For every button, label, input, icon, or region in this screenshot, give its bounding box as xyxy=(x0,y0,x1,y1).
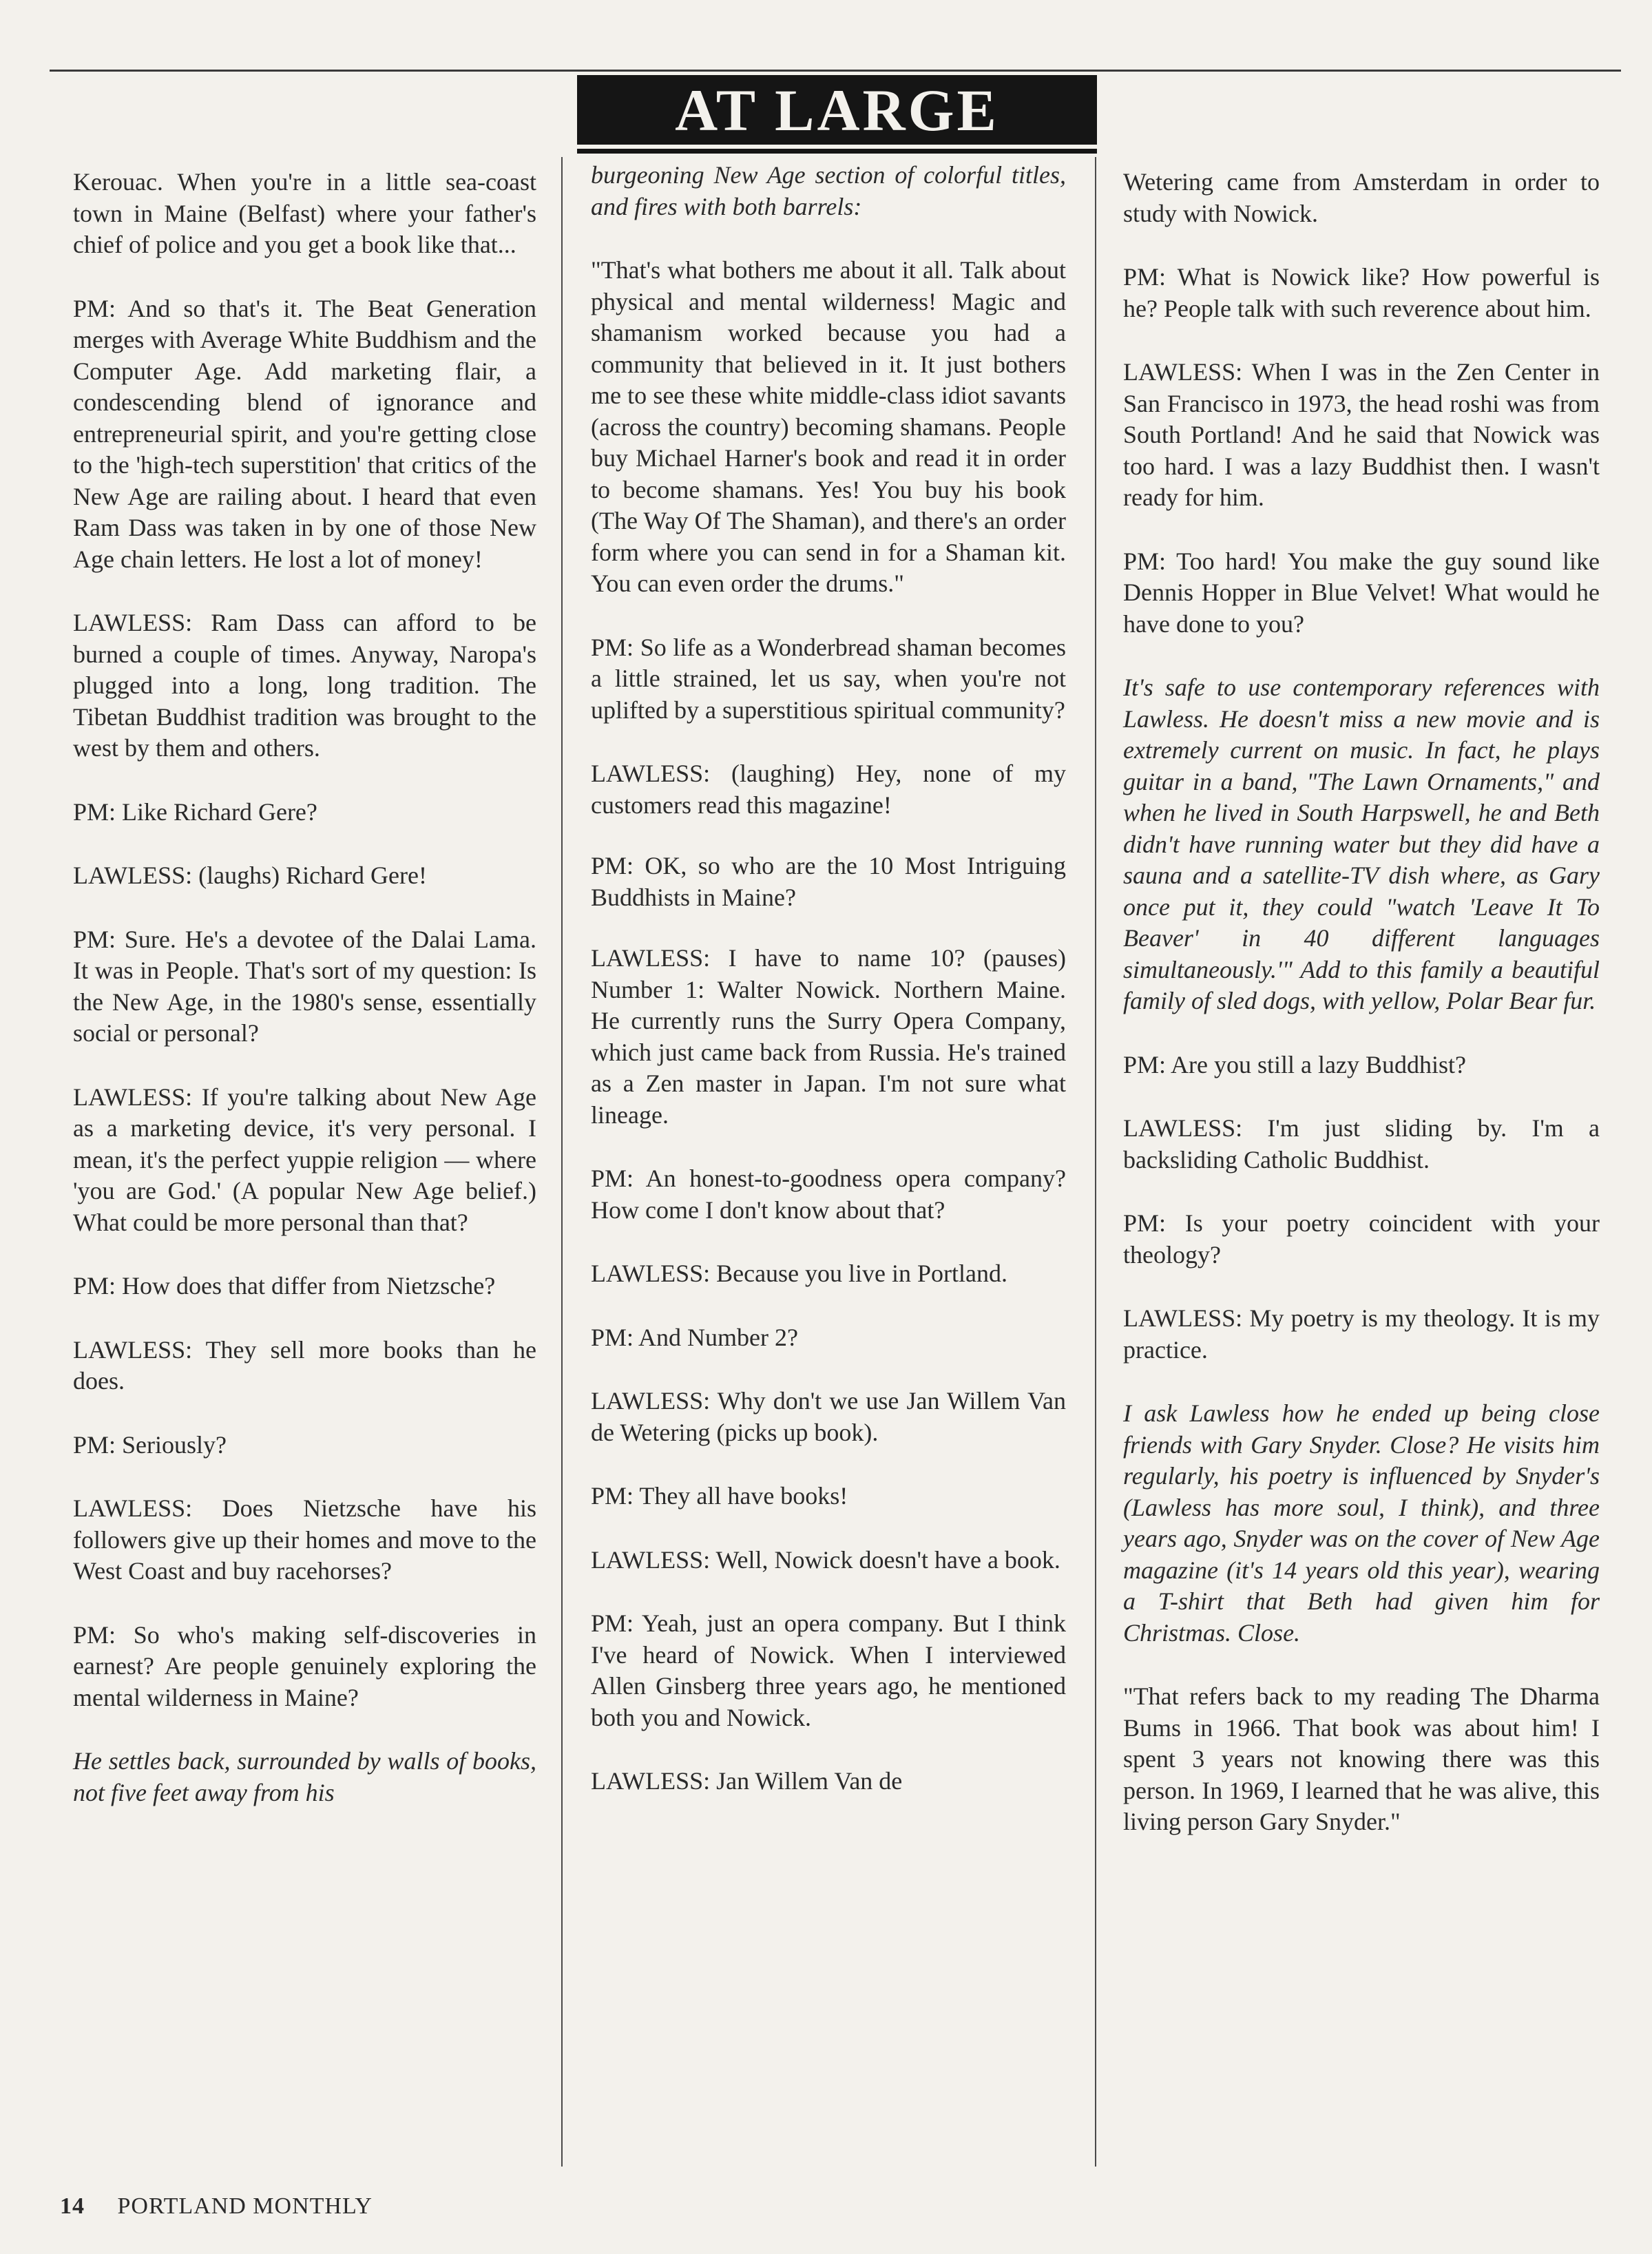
paragraph: LAWLESS: (laughing) Hey, none of my customers read this magazine! xyxy=(591,760,1066,819)
paragraph: LAWLESS: Why don't we use Jan Willem Van de Wetering (picks up book). xyxy=(591,1387,1066,1446)
paragraph: LAWLESS: Does Nietzsche have his followers give up their homes and move to the West Coast and buy racehorses? xyxy=(73,1494,536,1585)
paragraph: LAWLESS: My poetry is my theology. It is my practice. xyxy=(1123,1304,1600,1364)
paragraph: PM: How does that differ from Nietzsche? xyxy=(73,1272,496,1300)
narration-paragraph: He settles back, surrounded by walls of books, not five feet away from his xyxy=(73,1747,536,1806)
paragraph: PM: They all have books! xyxy=(591,1482,848,1510)
paragraph: PM: Too hard! You make the guy sound like Dennis Hopper in Blue Velvet! What would he have done to you? xyxy=(1123,547,1600,638)
paragraph: PM: And Number 2? xyxy=(591,1323,798,1351)
quote-paragraph: "That's what bothers me about it all. Talk about physical and mental wilderness! Magic and shamanism worked because you had a community that believed in it. It just bothers me to see these white middle-class idiot savants (across the country) becoming shamans. People buy Michael Harner's book and read it in order to become shamans. Yes! You buy his book (The Way Of The Shaman), and there's an order form where you can send in for a Shaman kit. You can even order the drums." xyxy=(591,256,1066,597)
paragraph: PM: Are you still a lazy Buddhist? xyxy=(1123,1050,1466,1078)
paragraph: LAWLESS: Because you live in Portland. xyxy=(591,1260,1008,1287)
narration-paragraph: It's safe to use contemporary references with Lawless. He doesn't miss a new movie and is extremely current on music. In fact, he plays guitar in a band, "The Lawn Ornaments," and when he lived in South Harpswell, he and Beth didn't have running water but they did have a sauna and a satellite-TV dish where, as Gary once put it, they could "watch 'Leave It To Beaver' in 40 different languages simultaneously.'" Add to this family a beautiful family of sled dogs, with yellow, Polar Bear fur. xyxy=(1123,674,1600,1014)
paragraph: PM: Seriously? xyxy=(73,1430,227,1459)
paragraph: LAWLESS: I'm just sliding by. I'm a backsliding Catholic Buddhist. xyxy=(1123,1114,1600,1173)
paragraph: PM: Sure. He's a devotee of the Dalai Lama. It was in People. That's sort of my question: Is the New Age, in the 1980's sense, essentially social or personal? xyxy=(73,925,536,1047)
paragraph: LAWLESS: Ram Dass can afford to be burned a couple of times. Anyway, Naropa's plugged into a long, long tradition. The Tibetan Buddhist tradition was brought to the west by them and others. xyxy=(73,609,536,762)
article-column-1 xyxy=(73,167,536,1841)
quote-paragraph: "That refers back to my reading The Dharma Bums in 1966. That book was about him! I spent 3 years not knowing there was this person. In 1969, I learned that he was alive, this living person Gary Snyder." xyxy=(1123,1682,1600,1835)
section-title: AT LARGE xyxy=(675,76,999,143)
narration-paragraph: burgeoning New Age section of colorful titles, and fires with both barrels: xyxy=(591,161,1066,220)
publication-name: PORTLAND MONTHLY xyxy=(117,2193,373,2219)
paragraph: LAWLESS: They sell more books than he does. xyxy=(73,1335,536,1395)
section-banner xyxy=(577,75,1097,145)
article-column-2 xyxy=(591,160,1066,1830)
page-footer xyxy=(60,2193,373,2220)
paragraph: LAWLESS: Well, Nowick doesn't have a book. xyxy=(591,1545,1060,1574)
paragraph: PM: OK, so who are the 10 Most Intriguing Buddhists in Maine? xyxy=(591,852,1066,911)
paragraph: PM: So who's making self-discoveries in earnest? Are people genuinely exploring the mental wilderness in Maine? xyxy=(73,1620,536,1711)
page-number: 14 xyxy=(60,2193,85,2219)
paragraph: LAWLESS: I have to name 10? (pauses) Number 1: Walter Nowick. Northern Maine. He currently runs the Surry Opera Company, which just came back from Russia. He's trained as a Zen master in Japan. I'm not sure what lineage. xyxy=(591,944,1066,1129)
paragraph: PM: Is your poetry coincident with your theology? xyxy=(1123,1209,1600,1269)
top-rule xyxy=(50,70,1621,72)
article-column-3 xyxy=(1123,167,1600,1870)
paragraph: PM: Like Richard Gere? xyxy=(73,797,317,826)
paragraph: LAWLESS: When I was in the Zen Center in San Francisco in 1973, the head roshi was from South Portland! And he said that Nowick was too hard. I was a lazy Buddhist then. I wasn't ready for him. xyxy=(1123,358,1600,511)
paragraph: LAWLESS: If you're talking about New Age as a marketing device, it's very personal. I mean, it's the perfect yuppie religion — where 'you are God.' (A popular New Age belief.) What could be more personal than that? xyxy=(73,1083,536,1236)
paragraph: LAWLESS: (laughs) Richard Gere! xyxy=(73,862,427,889)
paragraph: PM: And so that's it. The Beat Generation merges with Average White Buddhism and the Computer Age. Add marketing flair, a condescending blend of ignorance and entrepreneurial spirit, and you're getting close to the 'high-tech superstition' that critics of the New Age are railing about. I heard that even Ram Dass was taken in by one of those New Age chain letters. He lost a lot of money! xyxy=(73,294,536,573)
banner-underline xyxy=(577,149,1097,154)
paragraph: Kerouac. When you're in a little sea-coast town in Maine (Belfast) where your father's chief of police and you get a book like that... xyxy=(73,168,536,258)
paragraph: PM: What is Nowick like? How powerful is he? People talk with such reverence about him. xyxy=(1123,263,1600,322)
paragraph: LAWLESS: Jan Willem Van de xyxy=(591,1767,903,1795)
paragraph: Wetering came from Amsterdam in order to study with Nowick. xyxy=(1123,168,1600,227)
paragraph: PM: An honest-to-goodness opera company? How come I don't know about that? xyxy=(591,1165,1066,1224)
column-divider-left xyxy=(561,157,563,2167)
paragraph: PM: So life as a Wonderbread shaman becomes a little strained, let us say, when you're not uplifted by a superstitious spiritual community? xyxy=(591,633,1066,724)
paragraph: PM: Yeah, just an opera company. But I think I've heard of Nowick. When I interviewed Allen Ginsberg three years ago, he mentioned both you and Nowick. xyxy=(591,1609,1066,1731)
column-divider-right xyxy=(1095,157,1096,2167)
narration-paragraph: I ask Lawless how he ended up being close friends with Gary Snyder. Close? He visits him regularly, his poetry is influenced by Snyder's (Lawless has more soul, I think), and three years ago, Snyder was on the cover of New Age magazine (it's 14 years old this year), wearing a T-shirt that Beth had given him for Christmas. Close. xyxy=(1123,1399,1600,1647)
